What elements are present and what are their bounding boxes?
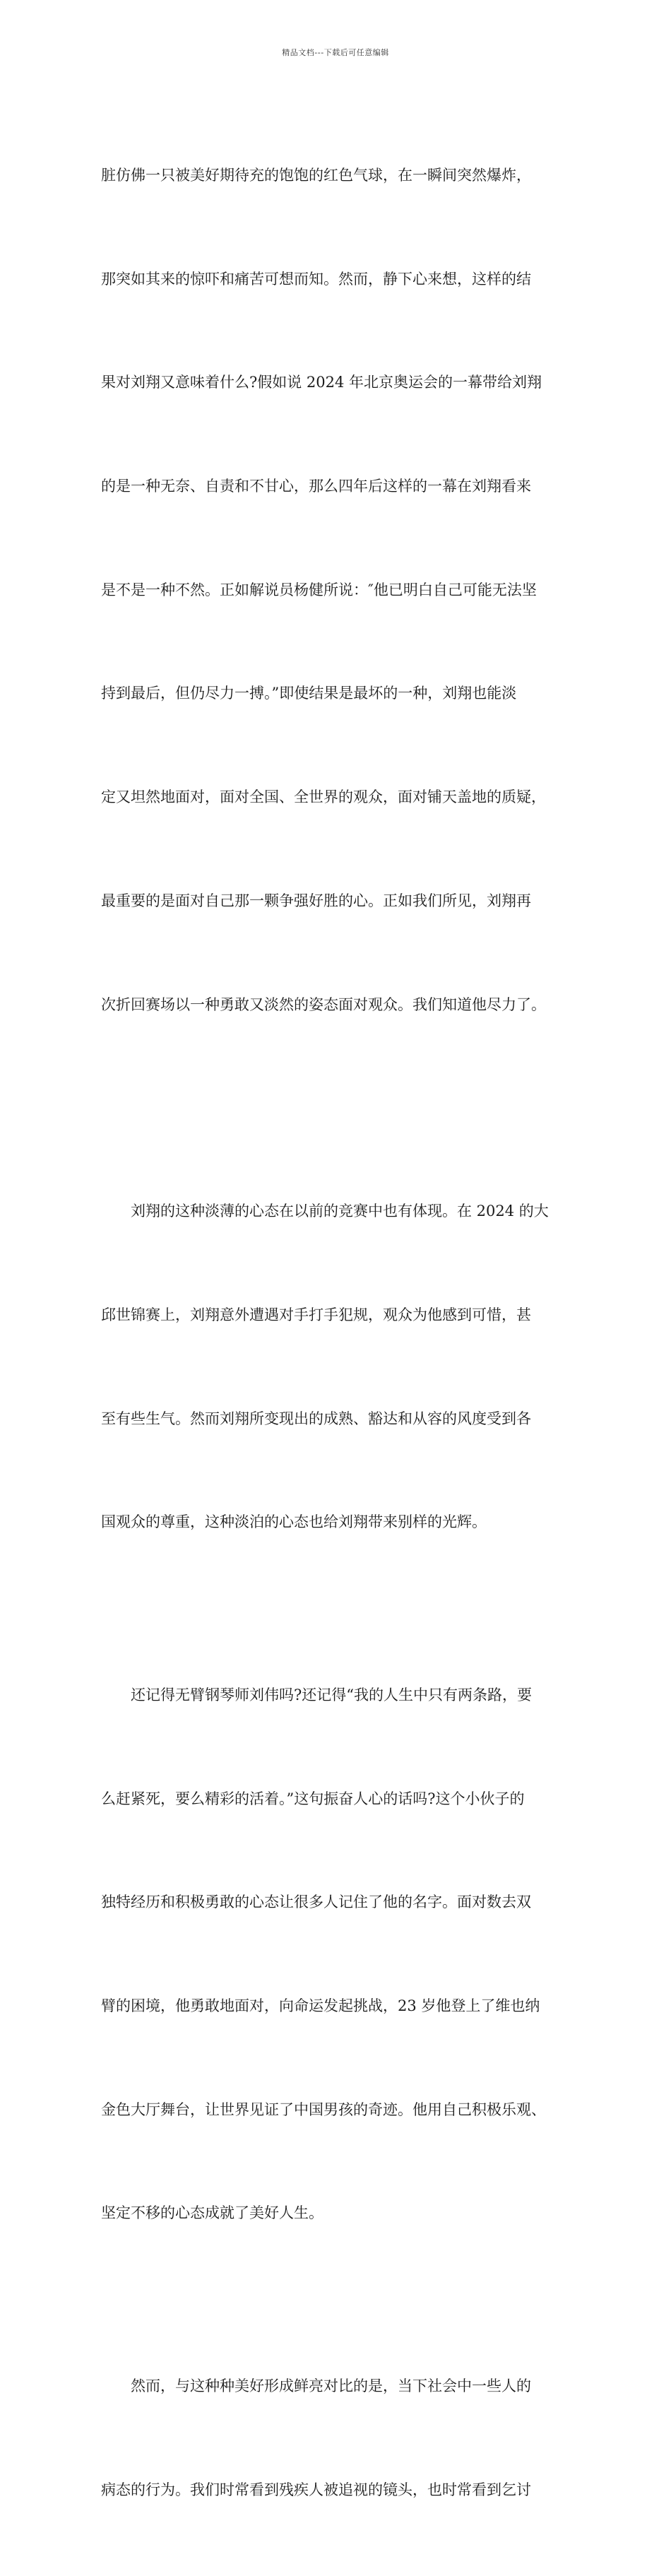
text-line: 的是一种无奈、自责和不甘心，那么四年后这样的一幕在刘翔看来 — [101, 477, 531, 495]
text-line: 果对刘翔又意味着什么?假如说 2024 年北京奥运会的一幕带给刘翔 — [101, 374, 542, 391]
page-header: 精品文档---下载后可任意编辑 — [282, 48, 389, 57]
text-line: 最重要的是面对自己那一颗争强好胜的心。正如我们所见，刘翔再 — [101, 892, 531, 909]
text-line: 刘翔的这种淡薄的心态在以前的竞赛中也有体现。在 2024 的大 — [101, 1203, 549, 1220]
text-line: 邱世锦赛上，刘翔意外遭遇对手打手犯规，观众为他感到可惜，甚 — [101, 1306, 531, 1323]
document-body — [101, 89, 581, 2576]
paragraph-1 — [101, 89, 581, 1091]
text-line: 坚定不移的心态成就了美好人生。 — [101, 2204, 323, 2222]
text-line: 脏仿佛一只被美好期待充的饱饱的红色气球，在一瞬间突然爆炸， — [101, 166, 531, 184]
paragraph-3 — [101, 1609, 581, 2300]
text-line: 么赶紧死，要么精彩的活着。”这句振奋人心的话吗?这个小伙子的 — [101, 1790, 525, 1807]
text-line: 国观众的尊重，这种淡泊的心态也给刘翔带来别样的光辉。 — [101, 1513, 487, 1531]
text-line: 然而，与这种种美好形成鲜亮对比的是，当下社会中一些人的 — [101, 2377, 531, 2394]
paragraph-2 — [101, 1125, 581, 1609]
text-line: 臂的困境，他勇敢地面对，向命运发起挑战，23 岁他登上了维也纳 — [101, 1997, 540, 2014]
text-line: 金色大厅舞台，让世界见证了中国男孩的奇迹。他用自己积极乐观、 — [101, 2101, 546, 2118]
paragraph-spacer — [101, 1091, 581, 1125]
text-line: 持到最后，但仍尽力一搏。”即使结果是最坏的一种，刘翔也能淡 — [101, 685, 517, 702]
paragraph-4 — [101, 2300, 581, 2576]
text-line: 还记得无臂钢琴师刘伟吗?还记得“我的人生中只有两条路，要 — [101, 1686, 532, 1703]
text-line: 至有些生气。然而刘翔所变现出的成熟、豁达和从容的风度受到各 — [101, 1410, 531, 1427]
text-line: 是不是一种不然。正如解说员杨健所说：″他已明白自己可能无法坚 — [101, 581, 537, 598]
text-line: 次折回赛场以一种勇敢又淡然的姿态面对观众。我们知道他尽力了。 — [101, 995, 546, 1013]
text-line: 病态的行为。我们时常看到残疾人被追视的镜头，也时常看到乞讨 — [101, 2481, 531, 2498]
text-line: 定又坦然地面对，面对全国、全世界的观众，面对铺天盖地的质疑， — [101, 788, 546, 806]
text-line: 独特经历和积极勇敢的心态让很多人记住了他的名字。面对数去双 — [101, 1893, 531, 1911]
text-line: 那突如其来的惊吓和痛苦可想而知。然而，静下心来想，这样的结 — [101, 270, 531, 288]
